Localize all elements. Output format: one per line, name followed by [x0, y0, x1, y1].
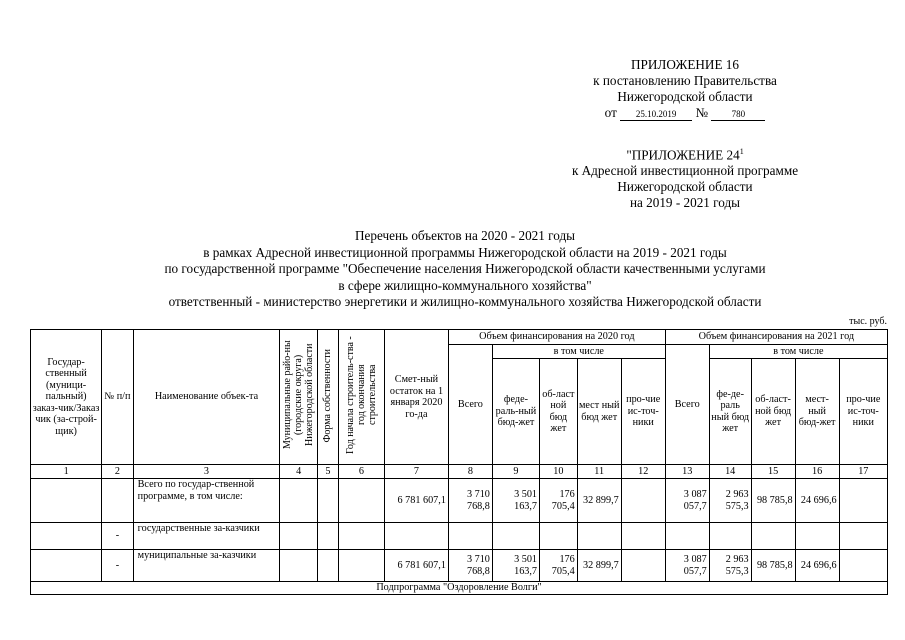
cell-remainder: 6 781 607,1	[385, 550, 449, 582]
appendix-header	[520, 57, 850, 121]
appendix-title: ПРИЛОЖЕНИЕ 16	[631, 57, 739, 72]
appendix2-line3: Нижегородской области	[617, 179, 753, 195]
appendix2-line2: к Адресной инвестиционной программе	[571, 163, 799, 179]
cell-num	[102, 479, 133, 523]
col-number: 15	[751, 465, 795, 479]
column-numbers-row	[31, 465, 888, 479]
appendix-line2: к постановлению Правительства	[593, 73, 777, 88]
units-label: тыс. руб.	[849, 316, 887, 327]
cell-fed2021: 2 963 575,3	[709, 479, 751, 523]
appendix2-header	[520, 144, 850, 211]
table-row	[31, 479, 888, 523]
header-other2021: про-чие ис-точ-ники	[839, 359, 887, 465]
header-incl2020: в том числе	[492, 345, 665, 359]
cell-ownership	[318, 550, 339, 582]
col-number: 16	[795, 465, 839, 479]
cell-total2021: 3 087 057,7	[665, 479, 709, 523]
header-customer: Государ-ственный (муници-пальный) заказ-чик/Заказ чик (за-строй-щик)	[31, 330, 102, 465]
header-incl2021: в том числе	[709, 345, 887, 359]
cell-fed2021: 2 963 575,3	[709, 550, 751, 582]
table-row	[31, 523, 888, 550]
cell-ownership	[318, 479, 339, 523]
title-line2: в рамках Адресной инвестиционной программы Нижегородской области на 2019 - 2021 годы	[203, 244, 727, 260]
cell-total2020: 3 710 768,8	[448, 550, 492, 582]
date-prefix: от	[604, 105, 617, 120]
cell-years	[338, 479, 384, 523]
cell-total2020	[448, 523, 492, 550]
cell-reg2021	[751, 523, 795, 550]
cell-loc2021	[795, 523, 839, 550]
document-title	[40, 228, 890, 311]
number-sign: №	[695, 105, 709, 120]
title-line1: Перечень объектов на 2020 - 2021 годы	[354, 228, 576, 243]
appendix2-title: "ПРИЛОЖЕНИЕ $24^1$	[626, 147, 744, 163]
number-value: 780	[711, 109, 765, 121]
col-number: 4	[280, 465, 318, 479]
appendix-date-line	[520, 105, 850, 121]
cell-loc2021: 24 696,6	[795, 550, 839, 582]
header-fin2020: Объем финансирования на 2020 год	[448, 330, 665, 345]
header-total2020: Всего	[448, 345, 492, 465]
cell-name: муниципальные за-казчики	[133, 550, 280, 582]
header-federal2021: фе-де-раль ный бюд жет	[709, 359, 751, 465]
cell-reg2020: 176 705,4	[540, 479, 578, 523]
col-number: 8	[448, 465, 492, 479]
header-federal2020: феде-раль-ный бюд-жет	[492, 359, 539, 465]
cell-num: -	[102, 550, 133, 582]
cell-oth2021	[839, 479, 887, 523]
col-number: 6	[338, 465, 384, 479]
col-number: 3	[133, 465, 280, 479]
subprogram-row: Подпрограмма "Оздоровление Волги"	[31, 582, 888, 595]
col-number: 11	[577, 465, 621, 479]
appendix-line3: Нижегородской области	[617, 89, 753, 104]
cell-num: -	[102, 523, 133, 550]
col-number: 17	[839, 465, 887, 479]
header-num: № п/п	[102, 330, 133, 465]
header-years: Год начала строитель-ства - год окончания строительства	[338, 330, 384, 465]
cell-fed2020: 3 501 163,7	[492, 479, 539, 523]
cell-oth2021	[839, 550, 887, 582]
header-ownership: Форма собственности	[318, 330, 339, 465]
cell-total2021	[665, 523, 709, 550]
col-number: 1	[31, 465, 102, 479]
col-number: 9	[492, 465, 539, 479]
cell-municipal	[280, 550, 318, 582]
date-value: 25.10.2019	[620, 109, 692, 121]
col-number: 7	[385, 465, 449, 479]
cell-oth2020	[621, 523, 665, 550]
cell-loc2021: 24 696,6	[795, 479, 839, 523]
cell-fed2020	[492, 523, 539, 550]
cell-years	[338, 523, 384, 550]
cell-oth2021	[839, 523, 887, 550]
header-name: Наименование объек-та	[133, 330, 280, 465]
col-number: 10	[540, 465, 578, 479]
cell-reg2020	[540, 523, 578, 550]
cell-municipal	[280, 523, 318, 550]
col-number: 14	[709, 465, 751, 479]
cell-customer	[31, 523, 102, 550]
cell-total2021: 3 087 057,7	[665, 550, 709, 582]
cell-total2020: 3 710 768,8	[448, 479, 492, 523]
header-local2020: мест ный бюд жет	[577, 359, 621, 465]
cell-ownership	[318, 523, 339, 550]
title-line3: по государственной программе "Обеспечение населения Нижегородской области качественными услугами	[164, 261, 766, 277]
title-line5: ответственный - министерство энергетики и жилищно-коммунального хозяйства Нижегородской области	[168, 294, 762, 310]
header-municipal: Муниципальные райо-ны (городские округа) Нижегородской области	[280, 330, 318, 465]
header-regional2021: об-ласт-ной бюд жет	[751, 359, 795, 465]
cell-loc2020: 32 899,7	[577, 479, 621, 523]
cell-municipal	[280, 479, 318, 523]
cell-reg2021: 98 785,8	[751, 479, 795, 523]
appendix2-line4: на 2019 - 2021 годы	[629, 195, 741, 211]
col-number: 13	[665, 465, 709, 479]
cell-oth2020	[621, 550, 665, 582]
cell-oth2020	[621, 479, 665, 523]
header-remainder: Смет-ный остаток на 1 января 2020 го-да	[385, 330, 449, 465]
cell-years	[338, 550, 384, 582]
cell-customer	[31, 479, 102, 523]
cell-loc2020	[577, 523, 621, 550]
cell-remainder	[385, 523, 449, 550]
col-number: 5	[318, 465, 339, 479]
header-other2020: про-чие ис-точ-ники	[621, 359, 665, 465]
table-row	[31, 550, 888, 582]
cell-reg2021: 98 785,8	[751, 550, 795, 582]
cell-customer	[31, 550, 102, 582]
col-number: 2	[102, 465, 133, 479]
header-fin2021: Объем финансирования на 2021 год	[665, 330, 887, 345]
cell-fed2020: 3 501 163,7	[492, 550, 539, 582]
cell-reg2020: 176 705,4	[540, 550, 578, 582]
header-local2021: мест-ный бюд-жет	[795, 359, 839, 465]
col-number: 12	[621, 465, 665, 479]
cell-remainder: 6 781 607,1	[385, 479, 449, 523]
cell-fed2021	[709, 523, 751, 550]
cell-name: государственные за-казчики	[133, 523, 280, 550]
objects-table	[30, 329, 888, 595]
header-regional2020: об-ласт ной бюд жет	[540, 359, 578, 465]
title-line4: в сфере жилищно-коммунального хозяйства"	[338, 277, 592, 293]
cell-name: Всего по государ-ственной программе, в том числе:	[133, 479, 280, 523]
cell-loc2020: 32 899,7	[577, 550, 621, 582]
header-total2021: Всего	[665, 345, 709, 465]
